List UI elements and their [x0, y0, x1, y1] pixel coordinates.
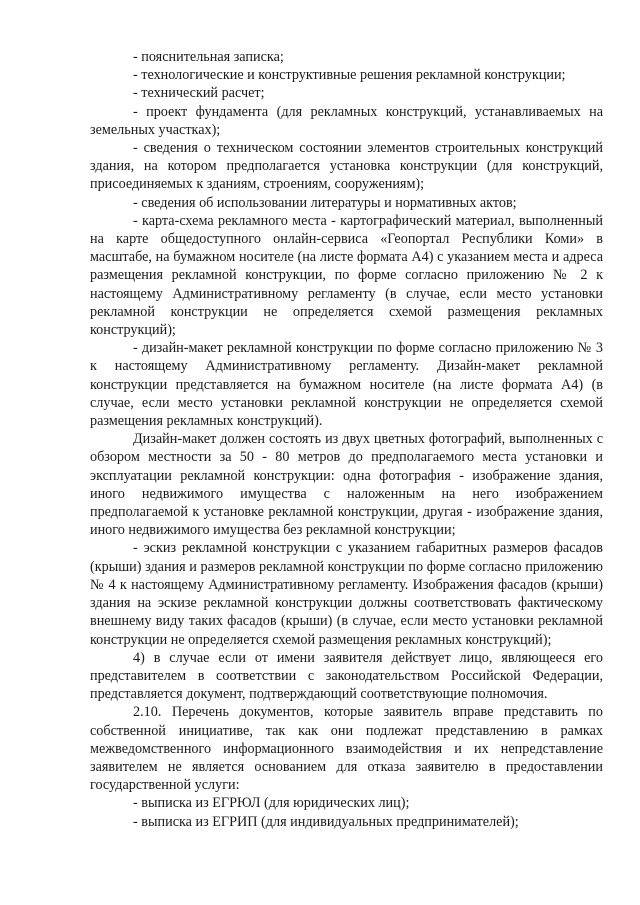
paragraph-10: - эскиз рекламной конструкции с указанием габаритных размеров фасадов (крыши) здания и размеров рекламной конструкции по форме согласно приложению № 4 к настоящему Административному регламенту. Изображения фасадов (крыши) здания на эскизе рекламной конструкции должны соответствовать фактическому внешнему виду таких фасадов (крыши) (в случае, если место установки рекламной конструкции не определяется схемой размещения рекламных конструкций);: [90, 540, 603, 648]
paragraph-14: - выписка из ЕГРИП (для индивидуальных предпринимателей);: [133, 813, 519, 830]
paragraph-11: 4) в случае если от имени заявителя действует лицо, являющееся его представителем в соответствии с законодательством Российской Федерации, представляется документ, подтверждающий соответствующие полномочия.: [90, 649, 603, 703]
paragraph-6: - сведения об использовании литературы и нормативных актов;: [133, 194, 517, 211]
paragraph-4: - проект фундамента (для рекламных конструкций, устанавливаемых на земельных участках);: [90, 103, 603, 138]
paragraph-3: - технический расчет;: [133, 85, 265, 102]
document-body: [90, 48, 603, 831]
paragraph-2: - технологические и конструктивные решения рекламной конструкции;: [133, 67, 566, 84]
paragraph-1: - пояснительная записка;: [133, 49, 284, 65]
paragraph-8: - дизайн-макет рекламной конструкции по форме согласно приложению № 3 к настоящему Административному регламенту. Дизайн-макет рекламной конструкции представляется на бумажном носителе (на листе формата А4) (в случае, если место установки рекламной конструкции не определяется схемой размещения рекламных конструкций).: [90, 340, 603, 430]
paragraph-13: - выписка из ЕГРЮЛ (для юридических лиц);: [133, 795, 410, 812]
paragraph-12: 2.10. Перечень документов, которые заявитель вправе представить по собственной инициативе, так как они подлежат представлению в рамках межведомственного информационного взаимодействия и их непредставление заявителем не является основанием для отказа заявителю в предоставлении государственной услуги:: [90, 704, 603, 794]
paragraph-7: - карта-схема рекламного места - картографический материал, выполненный на карте общедоступного онлайн-сервиса «Геопортал Республики Коми» в масштабе, на бумажном носителе (на листе формата А4) с указанием места и адреса размещения рекламной конструкции, по форме согласно приложению № 2 к настоящему Административному регламенту (в случае, если место установки рекламной конструкции не определяется схемой размещения рекламных конструкций);: [90, 212, 603, 339]
paragraph-9: Дизайн-макет должен состоять из двух цветных фотографий, выполненных с обзором местности за 50 - 80 метров до предполагаемого места установки и эксплуатации рекламной конструкции: одна фотография - изображение здания, иного недвижимого имущества с наложенным на него изображением предполагаемой к установке рекламной конструкции, другая - изображение здания, иного недвижимого имущества без рекламной конструкции;: [90, 431, 603, 539]
paragraph-5: - сведения о техническом состоянии элементов строительных конструкций здания, на котором предполагается установка конструкции (для конструкций, присоединяемых к зданиям, строениям, сооружениям);: [90, 140, 603, 193]
